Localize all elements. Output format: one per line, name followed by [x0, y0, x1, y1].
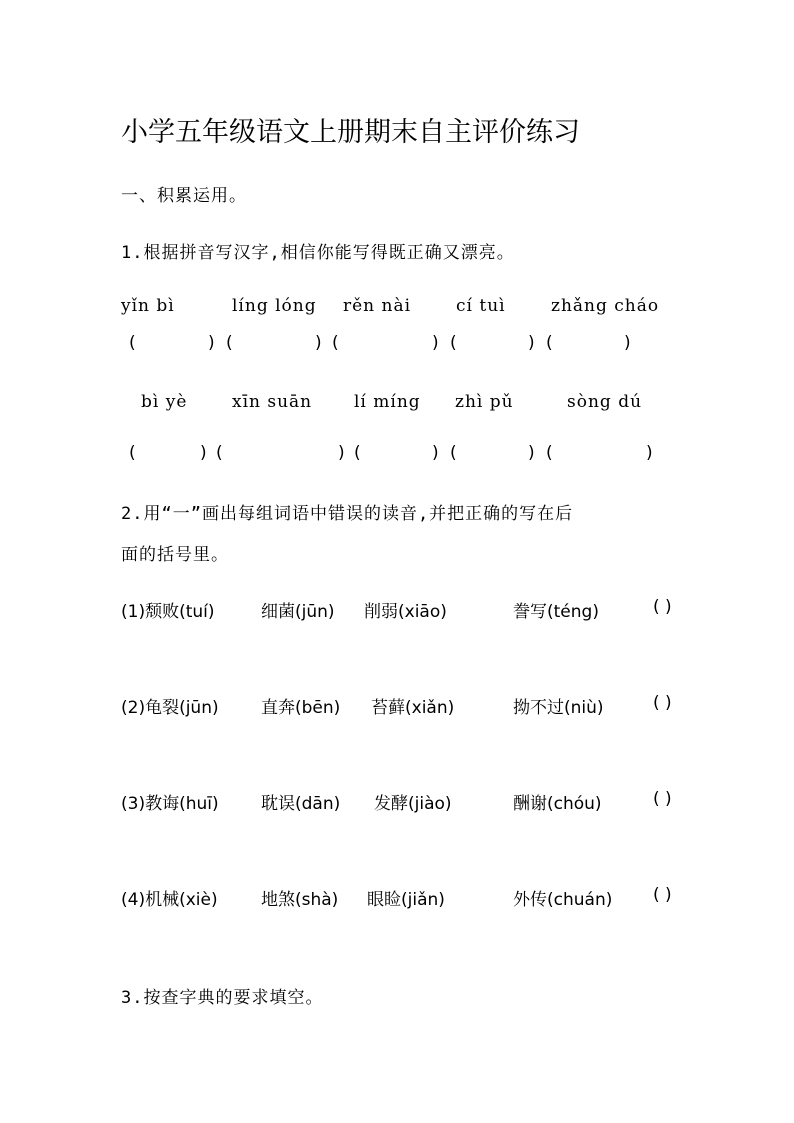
document-page: 小学五年级语文上册期末自主评价练习 一、积累运用。 1.根据拼音写汉字,相信你能写得既正确又漂亮。 yǐn bì líng lóng rěn nài cí tuì zhǎng cháo ( ) ( ) ( ) ( ) ( ) bì yè xīn suān lí míng zhì pǔ sòng dú ( ) ( ) ( ) ( ) ( ) 2.用“一”画出每组词语中错误的读音,并把正确的写在后 面的括号里。 (1)颓败(tuí) 细菌(jūn) 削弱(xiāo) 誊写(téng) ( ) (2)龟裂(jūn) 直奔(bēn) 苔藓(xiǎn) 拗不过(niù) ( ) (3)教诲(huī) 耽误(dān) 发酵(jiào) 酬谢(chóu) ( ) (4)机械(xiè) 地煞(shà) 眼睑(jiǎn) 外传(chuán) ( ) 3.按查字典的要求填空。	[0, 0, 794, 1123]
answer-open-paren: (	[216, 443, 223, 463]
page-title: 小学五年级语文上册期末自主评价练习	[121, 117, 580, 148]
answer-open-paren: (	[129, 333, 136, 353]
question-2-text-line1: 2.用“一”画出每组词语中错误的读音,并把正确的写在后	[121, 504, 574, 524]
answer-close-paren: )	[528, 333, 535, 353]
pinyin-7: xīn suān	[232, 392, 313, 412]
answer-open-paren: (	[450, 443, 457, 463]
answer-close-paren: )	[200, 443, 207, 463]
answer-close-paren: )	[315, 333, 322, 353]
question-2-text-line2: 面的括号里。	[121, 545, 229, 565]
answer-open-paren: (	[129, 443, 136, 463]
answer-close-paren: )	[432, 443, 439, 463]
answer-close-paren: )	[432, 333, 439, 353]
answer-open-paren: (	[226, 333, 233, 353]
answer-close-paren: )	[646, 443, 653, 463]
question-1-text: 1.根据拼音写汉字,相信你能写得既正确又漂亮。	[121, 243, 515, 263]
pinyin-1: yǐn bì	[121, 296, 175, 316]
answer-close-paren: )	[528, 443, 535, 463]
pinyin-5: zhǎng cháo	[551, 296, 660, 316]
pinyin-9: zhì pǔ	[455, 392, 514, 412]
answer-close-paren: )	[338, 443, 345, 463]
answer-open-paren: (	[450, 333, 457, 353]
pinyin-4: cí tuì	[456, 296, 506, 316]
section-heading: 一、积累运用。	[121, 186, 247, 206]
answer-close-paren: )	[624, 333, 631, 353]
answer-open-paren: (	[546, 333, 553, 353]
answer-close-paren: )	[208, 333, 215, 353]
pinyin-8: lí míng	[354, 392, 421, 412]
question-3-text: 3.按查字典的要求填空。	[121, 988, 324, 1008]
pinyin-3: rěn nài	[343, 296, 412, 316]
answer-open-paren: (	[546, 443, 553, 463]
answer-open-paren: (	[354, 443, 361, 463]
pinyin-10: sòng dú	[567, 392, 643, 412]
pinyin-6: bì yè	[141, 392, 188, 412]
pinyin-2: líng lóng	[232, 296, 317, 316]
answer-open-paren: (	[332, 333, 339, 353]
